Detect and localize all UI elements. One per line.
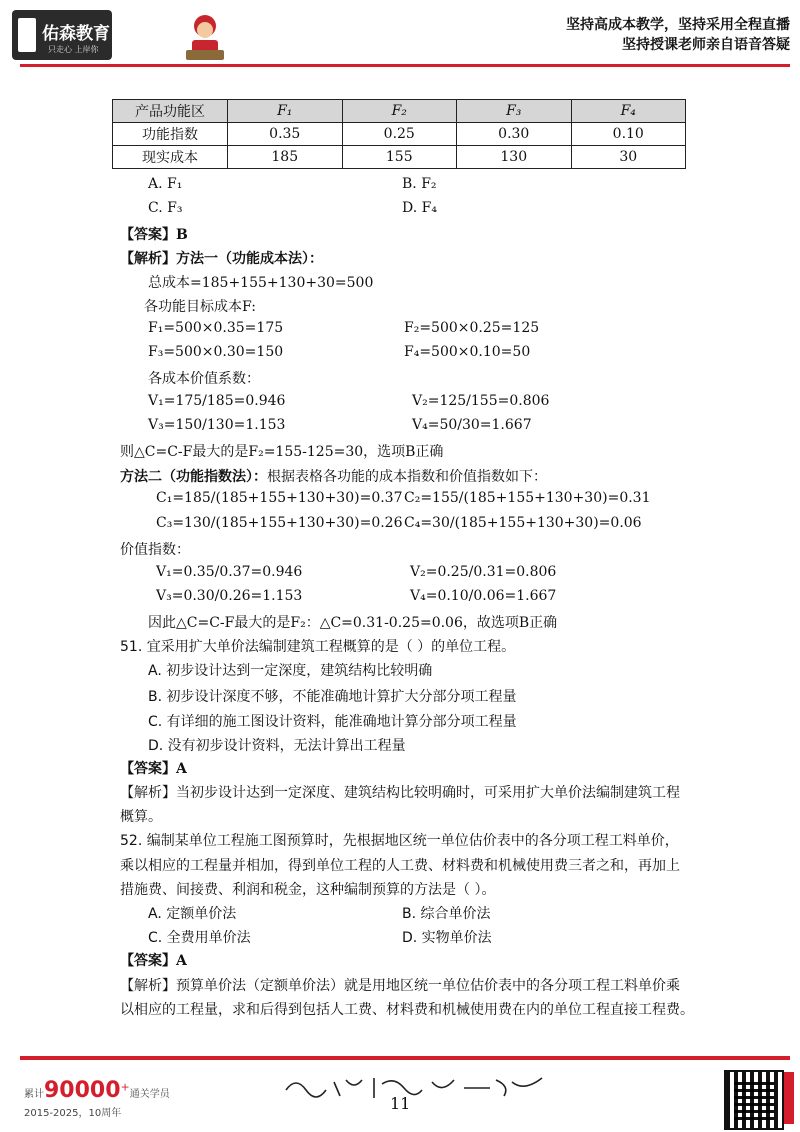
q51-analysis-1: 【解析】当初步设计达到一定深度、建筑结构比较明确时，可采用扩大单价法编制建筑工程 [120,785,680,801]
header-divider [20,64,790,67]
qr-side-banner [784,1072,794,1124]
q50-w1: V₁=0.35/0.37=0.946 [156,564,303,580]
q52-answer: 【答案】A [120,953,187,969]
q50-f1: F₁=500×0.35=175 [148,320,284,336]
q52-stem-1: 52. 编制某单位工程施工图预算时，先根据地区统一单位估价表中的各分项工程工料单价， [120,833,679,849]
q50-value-title: 各成本价值系数： [148,371,260,387]
q50-answer: 【答案】B [120,227,188,243]
q51-stem: 51. 宜采用扩大单价法编制建筑工程概算的是（ ）的单位工程。 [120,639,516,655]
q50-w3: V₃=0.30/0.26=1.153 [156,588,303,604]
table-cell: 0.30 [457,123,572,146]
tagline-line-1: 坚持高成本教学，坚持采用全程直播 [566,17,790,33]
q50-analysis-title: 【解析】方法一（功能成本法）： [120,251,323,267]
q50-total-cost: 总成本=185+155+130+30=500 [148,275,374,291]
table-row [113,123,686,146]
q52-analysis-1: 【解析】预算单价法（定额单价法）就是用地区统一单位估价表中的各分项工程工料单价乘 [120,978,680,994]
q52-option-d: D. 实物单价法 [402,930,492,946]
table-cell: 0.25 [342,123,457,146]
q51-option-b: B. 初步设计深度不够，不能准确地计算扩大分部分项工程量 [148,689,517,705]
seal-icon [18,18,36,52]
q52-stem-2: 乘以相应的工程量并相加，得到单位工程的人工费、材料费和机械使用费三者之和，再加上 [120,858,680,874]
qr-code-icon [724,1070,784,1130]
q50-v2: V₂=125/155=0.806 [412,393,550,409]
mascot-icon [178,10,232,64]
anniversary-years: 2015-2025，10周年 [24,1108,122,1119]
q50-conclusion-2: 因此△C=C-F最大的是F₂：△C=0.31-0.25=0.06，故选项B正确 [148,615,558,631]
q50-method2-text: 根据表格各功能的成本指数和价值指数如下： [267,469,547,485]
table-header-cell: 产品功能区 [113,100,228,123]
graduate-count [24,1078,170,1103]
q50-method2-title: 方法二（功能指数法）： [120,469,267,485]
q51-answer: 【答案】A [120,761,187,777]
handwritten-motto-signature [282,1072,552,1100]
table-cell: 185 [228,146,343,169]
q51-analysis-2: 概算。 [120,809,162,825]
table-header-cell: F₄ [571,100,686,123]
count-number: 90000 [44,1078,121,1103]
q50-w4: V₄=0.10/0.06=1.667 [410,588,557,604]
q50-option-d: D. F₄ [402,200,437,216]
q50-f3: F₃=500×0.30=150 [148,344,284,360]
tagline-line-2: 坚持授课老师亲自语音答疑 [622,37,790,53]
q50-v4: V₄=50/30=1.667 [412,417,532,433]
q50-c4: C₄=30/(185+155+130+30)=0.06 [404,515,642,531]
table-cell: 现实成本 [113,146,228,169]
q50-f4: F₄=500×0.10=50 [404,344,531,360]
q52-analysis-2: 以相应的工程量，求和后得到包括人工费、材料费和机械使用费在内的单位工程直接工程费。 [120,1002,694,1018]
q51-option-a: A. 初步设计达到一定深度，建筑结构比较明确 [148,663,433,679]
table-cell: 0.35 [228,123,343,146]
table-cell: 155 [342,146,457,169]
brand-slogan: 只走心 上岸你 [48,45,99,54]
count-prefix: 累计 [24,1089,44,1100]
function-table [112,99,686,169]
count-plus: + [120,1080,130,1094]
q50-target-title: 各功能目标成本F: [144,299,256,315]
q51-option-d: D. 没有初步设计资料，无法计算出工程量 [148,738,406,754]
brand-name: 佑森教育 [42,24,110,44]
brand-logo [12,10,112,60]
q50-option-c: C. F₃ [148,200,183,216]
q50-c1: C₁=185/(185+155+130+30)=0.37 [156,490,403,506]
table-header-cell: F₃ [457,100,572,123]
q50-w2: V₂=0.25/0.31=0.806 [410,564,557,580]
table-row [113,146,686,169]
table-cell: 30 [571,146,686,169]
q52-stem-3: 措施费、间接费、利润和税金，这种编制预算的方法是（ ）。 [120,882,496,898]
q50-v3: V₃=150/130=1.153 [148,417,286,433]
table-header-cell: F₂ [342,100,457,123]
q50-c3: C₃=130/(185+155+130+30)=0.26 [156,515,403,531]
q50-f2: F₂=500×0.25=125 [404,320,540,336]
count-suffix: 通关学员 [129,1089,170,1100]
q52-option-b: B. 综合单价法 [402,906,491,922]
table-cell: 功能指数 [113,123,228,146]
q50-c2: C₂=155/(185+155+130+30)=0.31 [404,490,651,506]
q50-value-index-title: 价值指数： [120,542,190,558]
q50-v1: V₁=175/185=0.946 [148,393,286,409]
q52-option-a: A. 定额单价法 [148,906,237,922]
q52-option-c: C. 全费用单价法 [148,930,251,946]
q50-method2 [120,466,547,486]
q51-option-c: C. 有详细的施工图设计资料，能准确地计算分部分项工程量 [148,714,517,730]
q50-option-b: B. F₂ [402,176,437,192]
q50-option-a: A. F₁ [148,176,183,192]
footer-divider [20,1056,790,1060]
page-number: 11 [390,1094,411,1113]
table-cell: 0.10 [571,123,686,146]
q50-conclusion-1: 则△C=C-F最大的是F₂=155-125=30，选项B正确 [120,444,444,460]
table-header-cell: F₁ [228,100,343,123]
table-header-row [113,100,686,123]
table-cell: 130 [457,146,572,169]
